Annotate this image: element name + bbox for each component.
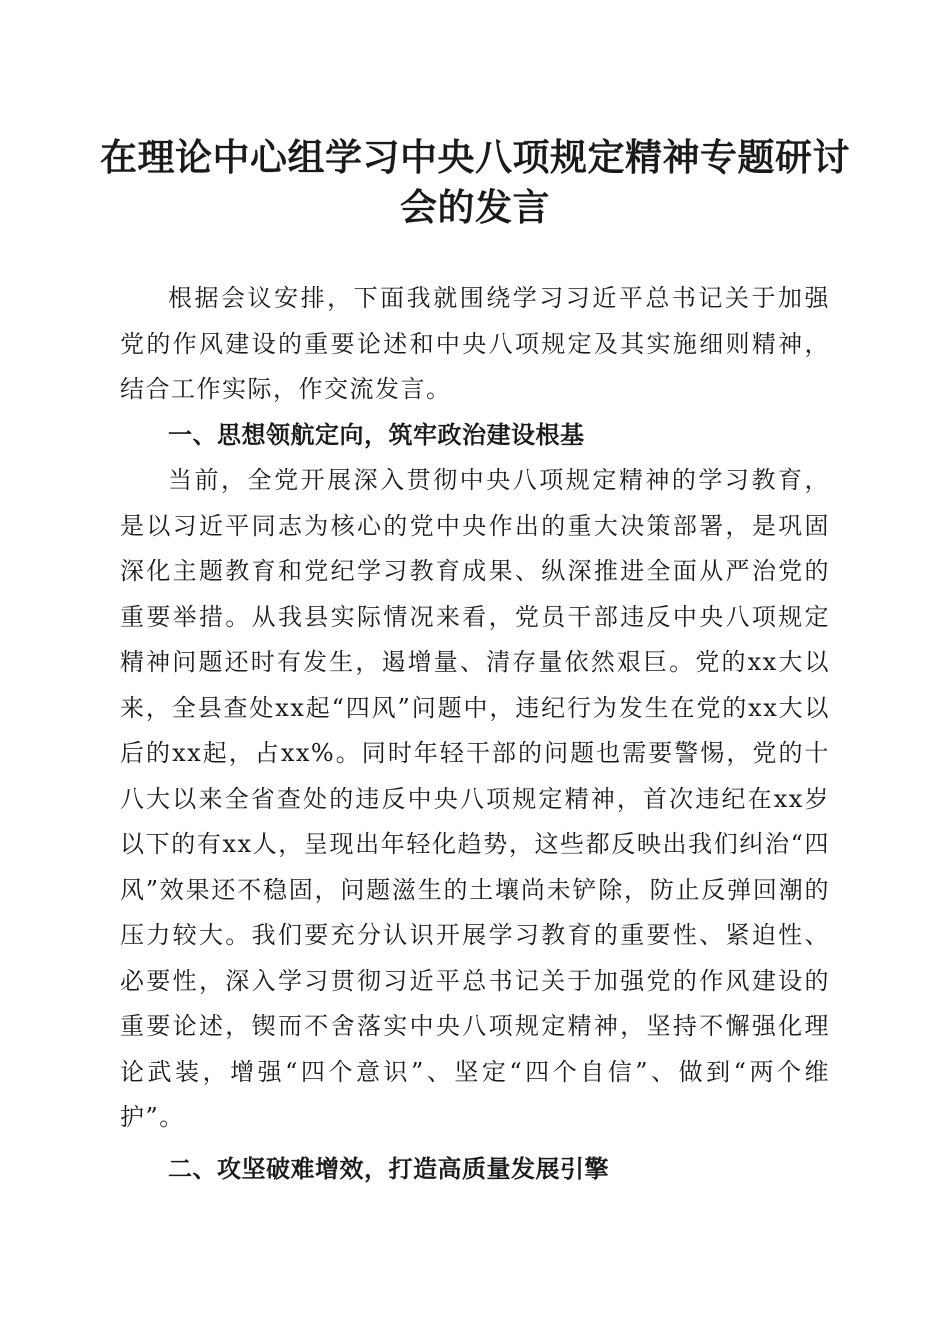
intro-paragraph: 根据会议安排，下面我就围绕学习习近平总书记关于加强党的作风建设的重要论述和中央八项规定及其实施细则精神，结合工作实际，作交流发言。	[120, 284, 830, 403]
section-paragraph-1: 当前，全党开展深入贯彻中央八项规定精神的学习教育，是以习近平同志为核心的党中央作出的重大决策部署，是巩固深化主题教育和党纪学习教育成果、纵深推进全面从严治党的重要举措。从我县实际情况来看，党员干部违反中央八项规定精神问题还时有发生，遏增量、清存量依然艰巨。党的xx大以来，全县查处xx起“四风”问题中，违纪行为发生在党的xx大以后的xx起，占xx%。同时年轻干部的问题也需要警惕，党的十八大以来全省查处的违反中央八项规定精神，首次违纪在xx岁以下的有xx人，呈现出年轻化趋势，这些都反映出我们纠治“四风”效果还不稳固，问题滋生的土壤尚未铲除，防止反弹回潮的压力较大。我们要充分认识开展学习教育的重要性、紧迫性、必要性，深入学习贯彻习近平总书记关于加强党的作风建设的重要论述，锲而不舍落实中央八项规定精神，坚持不懈强化理论武装，增强“四个意识”、坚定“四个自信”、做到“两个维护”。	[120, 466, 830, 1131]
section-heading-2: 二、攻坚破难增效，打造高质量发展引擎	[168, 1154, 609, 1183]
document-title: 在理论中心组学习中央八项规定精神专题研讨会的发言	[100, 135, 850, 229]
section-heading-1: 一、思想领航定向，筑牢政治建设根基	[168, 420, 585, 449]
document-body	[120, 276, 830, 1192]
